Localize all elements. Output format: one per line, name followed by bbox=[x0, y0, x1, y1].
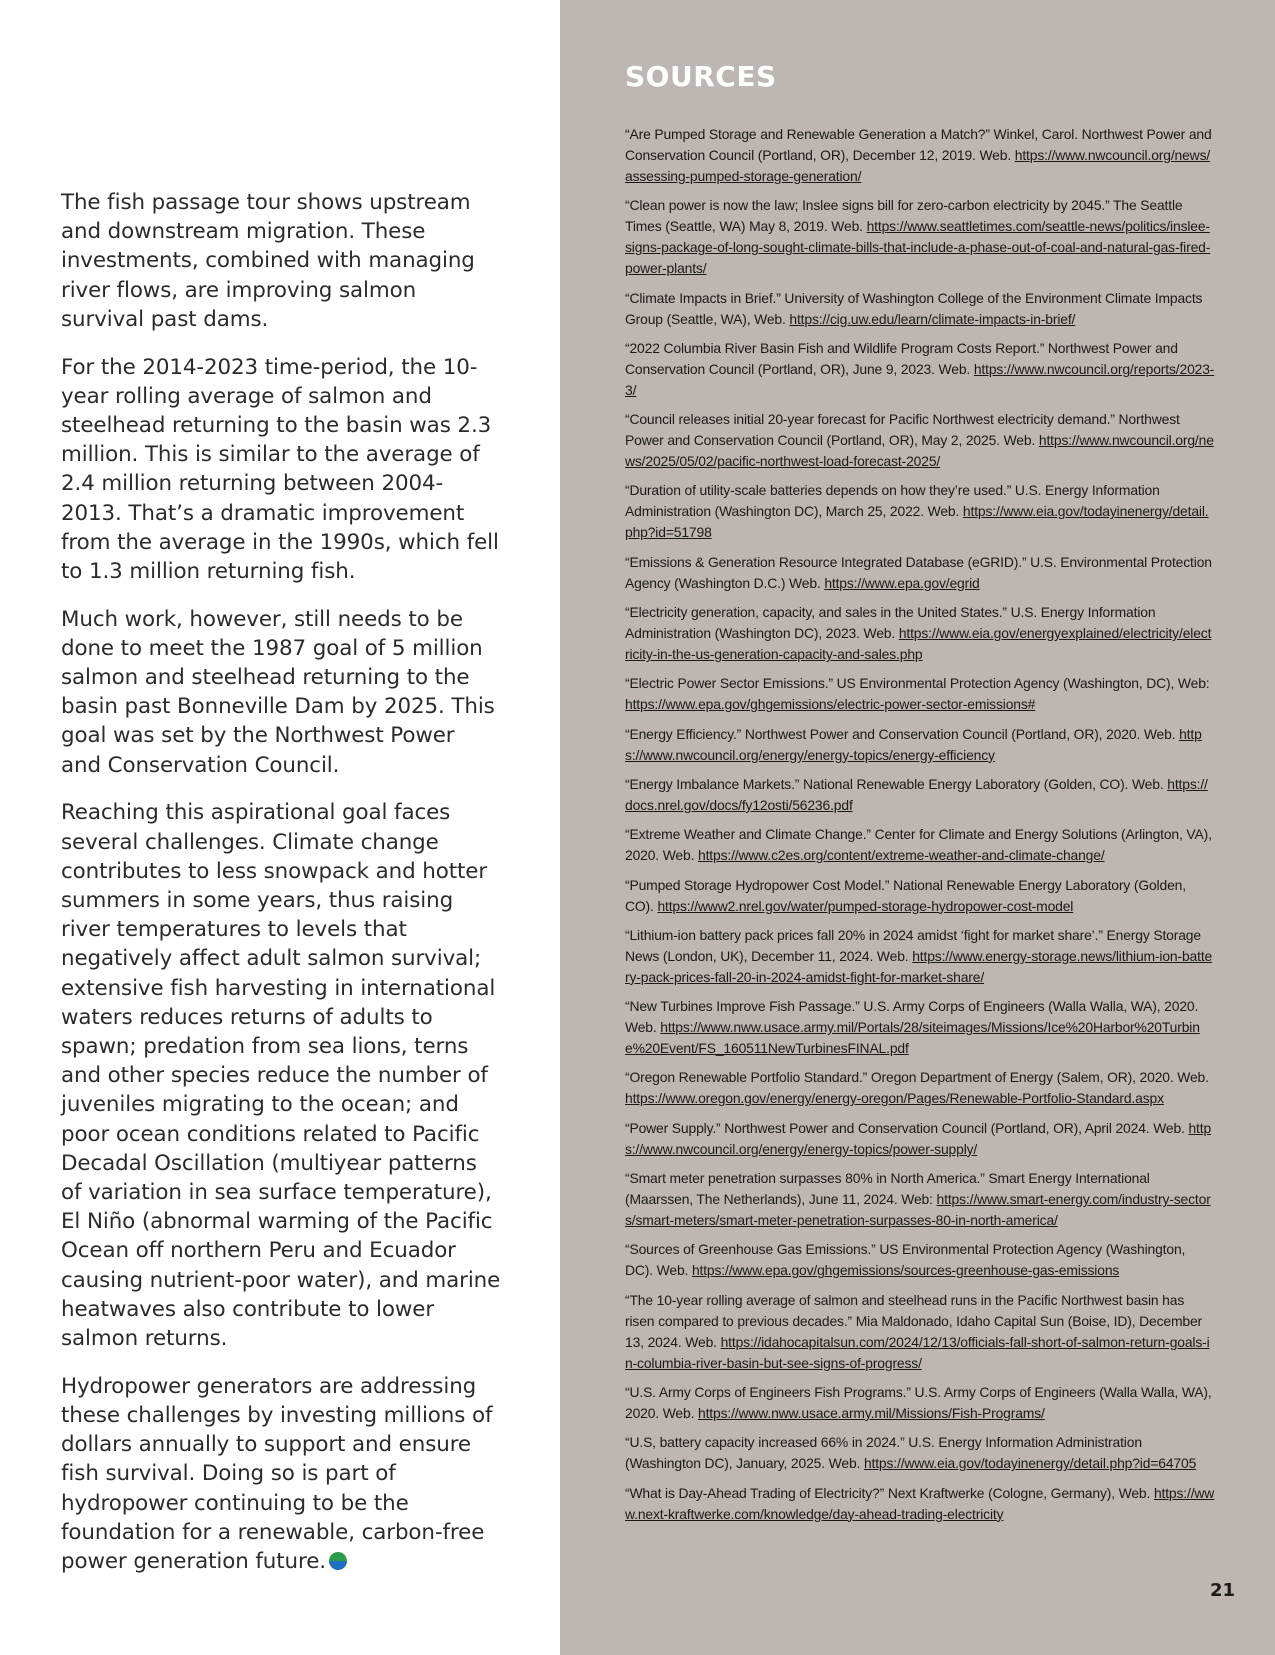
source-link[interactable]: https://www.oregon.gov/energy/energy-oregon/Pages/Renewable-Portfolio-Standard.aspx bbox=[625, 1090, 1164, 1107]
source-item bbox=[625, 1432, 1215, 1474]
source-citation: “Power Supply.” Northwest Power and Conservation Council (Portland, OR), April 2024. Web. bbox=[625, 1119, 1189, 1136]
source-citation: “Electricity generation, capacity, and sales in the United States.” U.S. Energy Information Administration (Washington DC), 2023. Web. bbox=[625, 604, 1156, 642]
page-number: 21 bbox=[1210, 1580, 1236, 1601]
source-item bbox=[625, 1118, 1215, 1160]
source-citation: “Council releases initial 20-year forecast for Pacific Northwest electricity demand.” Northwest Power and Conservation Council (Portland, OR), May 2, 2025. Web. bbox=[625, 411, 1180, 449]
source-item bbox=[625, 925, 1215, 988]
paragraph: Much work, however, still needs to be done to meet the 1987 goal of 5 million salmon and steelhead returning to the basin past Bonneville Dam by 2025. This goal was set by the Northwest Power and Conservation Council. bbox=[61, 606, 495, 778]
source-citation: “U.S. Army Corps of Engineers Fish Programs.” U.S. Army Corps of Engineers (Walla Walla, WA), 2020. Web. bbox=[625, 1383, 1212, 1421]
source-item bbox=[625, 124, 1215, 187]
source-item bbox=[625, 824, 1215, 866]
source-item bbox=[625, 996, 1215, 1059]
source-citation: “Smart meter penetration surpasses 80% in North America.” Smart Energy International (Maarssen, The Netherlands), June 11, 2024. Web: bbox=[625, 1170, 1150, 1208]
source-citation: “U.S, battery capacity increased 66% in 2024.” U.S. Energy Information Administration (Washington DC), January, 2025. Web. bbox=[625, 1434, 1142, 1472]
source-citation: “Energy Imbalance Markets.” National Renewable Energy Laboratory (Golden, CO). Web. bbox=[625, 775, 1168, 792]
paragraph bbox=[61, 1372, 501, 1576]
source-citation: “Energy Efficiency.” Northwest Power and Conservation Council (Portland, OR), 2020. Web. bbox=[625, 725, 1180, 742]
source-citation: “Oregon Renewable Portfolio Standard.” Oregon Department of Energy (Salem, OR), 2020. Web. bbox=[625, 1069, 1209, 1086]
source-citation: “Climate Impacts in Brief.” University of Washington College of the Environment Climate Impacts Group (Seattle, WA), Web. bbox=[625, 289, 1203, 327]
paragraph: The fish passage tour shows upstream and downstream migration. These investments, combined with managing river flows, are improving salmon survival past dams. bbox=[61, 190, 475, 332]
source-link[interactable]: https://www.nww.usace.army.mil/Missions/Fish-Programs/ bbox=[698, 1404, 1045, 1421]
source-link[interactable]: https://www.smart-energy.com/industry-sectors/smart-meters/smart-meter-penetration-surpasses-80-in-north-america/ bbox=[625, 1191, 1211, 1229]
source-link[interactable]: https://www.nww.usace.army.mil/Portals/28/siteimages/Missions/Ice%20Harbor%20Turbine%20Event/FS_160511NewTurbinesFINAL.pdf bbox=[625, 1019, 1200, 1057]
source-link[interactable]: https://cig.uw.edu/learn/climate-impacts-in-brief/ bbox=[789, 310, 1076, 327]
paragraph: Reaching this aspirational goal faces several challenges. Climate change contributes to less snowpack and hotter summers in some years, thus raising river temperatures to levels that negatively affect adult salmon survival; extensive fish harvesting in international waters reduces returns of adults to spawn; predation from sea lions, terns and other species reduce the number of juveniles migrating to the ocean; and poor ocean conditions related to Pacific Decadal Oscillation (multiyear patterns of variation in sea surface temperature), El Niño (abnormal warming of the Pacific Ocean off northern Peru and Ecuador causing nutrient-poor water), and marine heatwaves also contribute to lower salmon returns. bbox=[61, 800, 501, 1352]
source-item bbox=[625, 673, 1215, 715]
source-citation: “Electric Power Sector Emissions.” US Environmental Protection Agency (Washington, DC), Web: bbox=[625, 675, 1210, 692]
source-link[interactable]: https://www.epa.gov/ghgemissions/sources-greenhouse-gas-emissions bbox=[691, 1262, 1120, 1279]
paragraph-text: Hydropower generators are addressing these challenges by investing millions of dollars annually to support and ensure fish survival. Doing so is part of hydropower continuing to be the foundation for a renewable, carbon-free power generation future. bbox=[61, 1373, 493, 1574]
source-item bbox=[625, 875, 1215, 917]
source-citation: “Extreme Weather and Climate Change.” Center for Climate and Energy Solutions (Arlington, VA), 2020. Web. bbox=[625, 826, 1212, 864]
source-item bbox=[625, 1168, 1215, 1231]
source-item bbox=[625, 552, 1215, 594]
source-item bbox=[625, 1382, 1215, 1424]
source-link[interactable]: https://www.next-kraftwerke.com/knowledge/day-ahead-trading-electricity bbox=[625, 1484, 1215, 1522]
source-item bbox=[625, 195, 1215, 279]
source-link[interactable]: https://www.nwcouncil.org/reports/2023-3/ bbox=[625, 360, 1215, 398]
source-link[interactable]: https://www.seattletimes.com/seattle-news/politics/inslee-signs-package-of-long-sought-climate-bills-that-include-a-phase-out-of-coal-and-natural-gas-fired-power-plants/ bbox=[625, 218, 1211, 277]
source-citation: “Pumped Storage Hydropower Cost Model.” National Renewable Energy Laboratory (Golden, CO). bbox=[625, 876, 1186, 914]
source-item bbox=[625, 774, 1215, 816]
sources-list bbox=[625, 124, 1215, 1533]
source-item bbox=[625, 480, 1215, 543]
source-citation: “Clean power is now the law; Inslee signs bill for zero-carbon electricity by 2045.” The Seattle Times (Seattle, WA) May 8, 2019. Web. bbox=[625, 197, 1183, 235]
source-item bbox=[625, 1239, 1215, 1281]
source-item bbox=[625, 338, 1215, 401]
source-citation: “Sources of Greenhouse Gas Emissions.” US Environmental Protection Agency (Washington, DC). Web. bbox=[625, 1241, 1186, 1279]
source-link[interactable]: https://www.eia.gov/todayinenergy/detail.php?id=64705 bbox=[863, 1455, 1197, 1472]
source-link[interactable]: https://www.epa.gov/ghgemissions/electric-power-sector-emissions# bbox=[625, 696, 1036, 713]
source-item bbox=[625, 1290, 1215, 1374]
paragraph: For the 2014-2023 time-period, the 10-year rolling average of salmon and steelhead returning to the basin was 2.3 million. This is similar to the average of 2.4 million returning between 2004-2013. That’s a dramatic improvement from the average in the 1990s, which fell to 1.3 million returning fish. bbox=[61, 354, 499, 584]
source-citation: “Lithium-ion battery pack prices fall 20% in 2024 amidst ‘fight for market share’.” Energy Storage News (London, UK), December 11, 2024. Web. bbox=[625, 926, 1201, 964]
source-item bbox=[625, 288, 1215, 330]
source-link[interactable]: https://www.c2es.org/content/extreme-weather-and-climate-change/ bbox=[698, 847, 1105, 864]
source-citation: “2022 Columbia River Basin Fish and Wildlife Program Costs Report.” Northwest Power and Conservation Council (Portland, OR), June 9, 2023. Web. bbox=[625, 339, 1178, 377]
source-link[interactable]: https://www.energy-storage.news/lithium-ion-battery-pack-prices-fall-20-in-2024-amidst-fight-for-market-share/ bbox=[625, 947, 1213, 985]
source-link[interactable]: https://www.nwcouncil.org/news/assessing-pumped-storage-generation/ bbox=[625, 147, 1211, 184]
source-citation: “What is Day-Ahead Trading of Electricity?” Next Kraftwerke (Cologne, Germany), Web. bbox=[625, 1484, 1154, 1501]
source-link[interactable]: https://www.eia.gov/todayinenergy/detail.php?id=51798 bbox=[625, 503, 1209, 541]
source-link[interactable]: https://idahocapitalsun.com/2024/12/13/officials-fall-short-of-salmon-return-goals-in-columbia-river-basin-but-see-signs-of-progress/ bbox=[625, 1333, 1210, 1371]
source-item bbox=[625, 1483, 1215, 1525]
globe-icon bbox=[329, 1552, 347, 1570]
source-item bbox=[625, 602, 1215, 665]
source-link[interactable]: https://www2.nrel.gov/water/pumped-storage-hydropower-cost-model bbox=[657, 897, 1074, 914]
main-text bbox=[61, 188, 501, 1595]
source-link[interactable]: https://docs.nrel.gov/docs/fy12osti/56236.pdf bbox=[625, 775, 1208, 813]
source-citation: “New Turbines Improve Fish Passage.” U.S. Army Corps of Engineers (Walla Walla, WA), 2020. Web. bbox=[625, 998, 1199, 1036]
source-link[interactable]: https://www.nwcouncil.org/energy/energy-topics/power-supply/ bbox=[625, 1119, 1212, 1157]
source-item bbox=[625, 724, 1215, 766]
source-citation: “The 10-year rolling average of salmon and steelhead runs in the Pacific Northwest basin has risen compared to previous decades.” Mia Maldonado, Idaho Capital Sun (Boise, ID), December 13, 2024. Web. bbox=[625, 1291, 1203, 1350]
source-citation: “Duration of utility-scale batteries depends on how they’re used.” U.S. Energy Information Administration (Washington DC), March 25, 2022. Web. bbox=[625, 482, 1160, 520]
source-link[interactable]: https://www.eia.gov/energyexplained/electricity/electricity-in-the-us-generation-capacity-and-sales.php bbox=[625, 625, 1212, 663]
source-link[interactable]: https://www.nwcouncil.org/energy/energy-topics/energy-efficiency bbox=[625, 725, 1202, 763]
source-link[interactable]: https://www.epa.gov/egrid bbox=[824, 574, 980, 591]
source-link[interactable]: https://www.nwcouncil.org/news/2025/05/02/pacific-northwest-load-forecast-2025/ bbox=[625, 432, 1214, 470]
source-item bbox=[625, 409, 1215, 472]
source-citation: “Emissions & Generation Resource Integrated Database (eGRID).” U.S. Environmental Protection Agency (Washington D.C.) Web. bbox=[625, 553, 1212, 591]
sources-title: SOURCES bbox=[625, 60, 777, 93]
source-citation: “Are Pumped Storage and Renewable Generation a Match?” Winkel, Carol. Northwest Power and Conservation Council (Portland, OR), December 12, 2019. Web. bbox=[625, 126, 1212, 163]
source-item bbox=[625, 1067, 1215, 1109]
